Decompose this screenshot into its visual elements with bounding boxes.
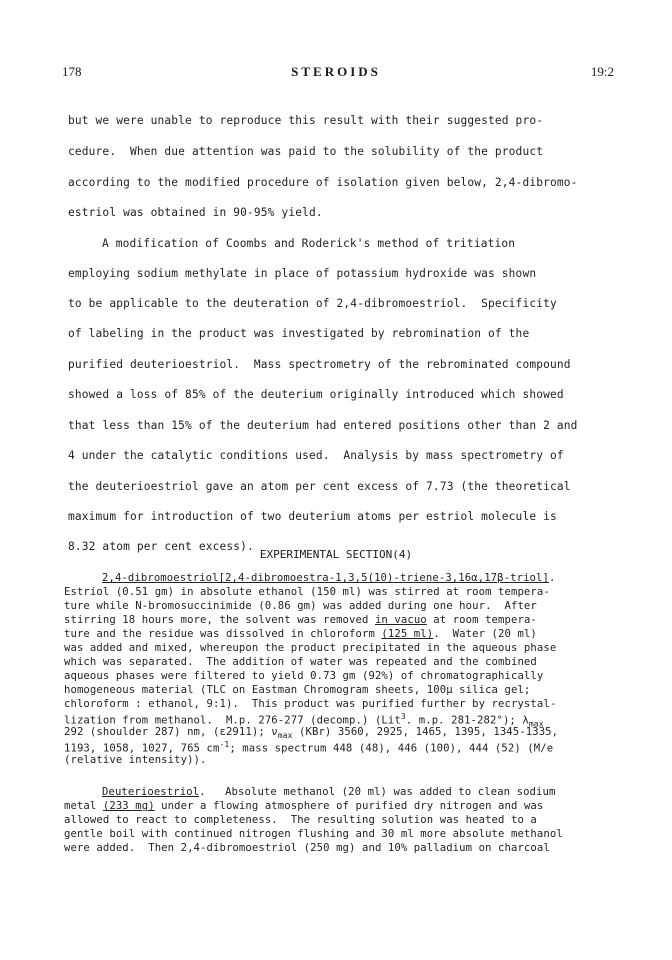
line-text: metal	[64, 800, 103, 812]
line-text: stirring 18 hours more, the solvent was removed	[64, 614, 375, 626]
procedure-title-line	[102, 786, 555, 798]
procedure-line: ture while N-bromosuccinimide (0.86 gm) was added during one hour. After	[64, 600, 537, 612]
underlined-term: (125 ml)	[381, 628, 434, 640]
procedure-line	[64, 614, 537, 626]
superscript: -1	[219, 740, 230, 749]
body-line: estriol was obtained in 90-95% yield.	[68, 206, 323, 219]
compound-title: Deuterioestriol	[102, 786, 200, 798]
body-line: purified deuterioestriol. Mass spectrometry of the rebrominated compound	[68, 358, 571, 371]
procedure-line	[64, 740, 553, 755]
procedure-line: homogeneous material (TLC on Eastman Chromogram sheets, 100μ silica gel;	[64, 684, 531, 696]
line-text: (KBr) 3560, 2925, 1465, 1395, 1345-1335,	[292, 726, 559, 738]
body-line: A modification of Coombs and Roderick's method of tritiation	[102, 237, 516, 250]
body-line: maximum for introduction of two deuterium atoms per estriol molecule is	[68, 510, 557, 523]
body-line: employing sodium methylate in place of potassium hydroxide was shown	[68, 267, 537, 280]
compound-title: 2,4-dibromoestriol[2,4-dibromoestra-1,3,5(10)-triene-3,16α,17β-triol]	[102, 572, 549, 584]
body-line: 8.32 atom per cent excess).	[68, 540, 254, 553]
body-line: of labeling in the product was investigated by rebromination of the	[68, 327, 530, 340]
line-text: . Water (20 ml)	[433, 628, 537, 640]
line-text: 292 (shoulder 287) nm, (ε2911); ν	[64, 726, 278, 738]
body-line: to be applicable to the deuteration of 2,4-dibromoestriol. Specificity	[68, 297, 557, 310]
procedure-line: allowed to react to completeness. The resulting solution was heated to a	[64, 814, 537, 826]
procedure-line	[64, 726, 558, 740]
body-line: but we were unable to reproduce this result with their suggested pro-	[68, 114, 544, 127]
line-text: ture and the residue was dissolved in chloroform	[64, 628, 382, 640]
body-line: according to the modified procedure of isolation given below, 2,4-dibromo-	[68, 176, 578, 189]
volume-issue: 19:2	[590, 64, 614, 79]
line-text: 1193, 1058, 1027, 765 cm	[64, 742, 220, 755]
reference-superscript: 3	[400, 712, 406, 721]
underlined-term: (233 mg)	[102, 800, 155, 812]
body-line: cedure. When due attention was paid to the solubility of the product	[68, 145, 544, 158]
running-header-journal: STEROIDS	[291, 64, 381, 79]
underlined-term: in vacuo	[374, 614, 427, 626]
procedure-line: chloroform : ethanol, 9:1). This product was purified further by recrystal-	[64, 698, 557, 710]
line-text: ; mass spectrum 448 (48), 446 (100), 444 (52) (M/e	[229, 742, 554, 755]
subscript: max	[528, 719, 544, 729]
procedure-line: were added. Then 2,4-dibromoestriol (250 mg) and 10% palladium on charcoal	[64, 842, 550, 854]
body-line: showed a loss of 85% of the deuterium originally introduced which showed	[68, 388, 564, 401]
line-text: at room tempera-	[426, 614, 537, 626]
line-text: . Absolute methanol (20 ml) was added to clean sodium	[199, 786, 556, 798]
procedure-line: Estriol (0.51 gm) in absolute ethanol (150 ml) was stirred at room tempera-	[64, 586, 550, 598]
title-period: .	[548, 572, 556, 584]
page-number: 178	[62, 64, 82, 79]
procedure-title-line	[102, 572, 555, 584]
body-line: that less than 15% of the deuterium had entered positions other than 2 and	[68, 419, 578, 432]
procedure-line: aqueous phases were filtered to yield 0.73 gm (92%) of chromatographically	[64, 670, 544, 682]
procedure-line	[64, 628, 537, 640]
section-heading: EXPERIMENTAL SECTION(4)	[259, 548, 413, 561]
procedure-line	[64, 800, 543, 812]
line-text: . m.p. 281-282°); λ	[405, 714, 529, 727]
line-text: lization from methanol. M.p. 276-277 (decomp.) (Lit	[64, 714, 401, 727]
subscript: max	[277, 731, 293, 741]
procedure-line: (relative intensity)).	[64, 754, 207, 766]
procedure-line: gentle boil with continued nitrogen flushing and 30 ml more absolute methanol	[64, 828, 563, 840]
line-text: under a flowing atmosphere of purified dry nitrogen and was	[154, 800, 544, 812]
procedure-line: was added and mixed, whereupon the product precipitated in the aqueous phase	[64, 642, 557, 654]
procedure-line: which was separated. The addition of water was repeated and the combined	[64, 656, 537, 668]
body-line: 4 under the catalytic conditions used. Analysis by mass spectrometry of	[68, 449, 564, 462]
body-line: the deuterioestriol gave an atom per cent excess of 7.73 (the theoretical	[68, 480, 571, 493]
